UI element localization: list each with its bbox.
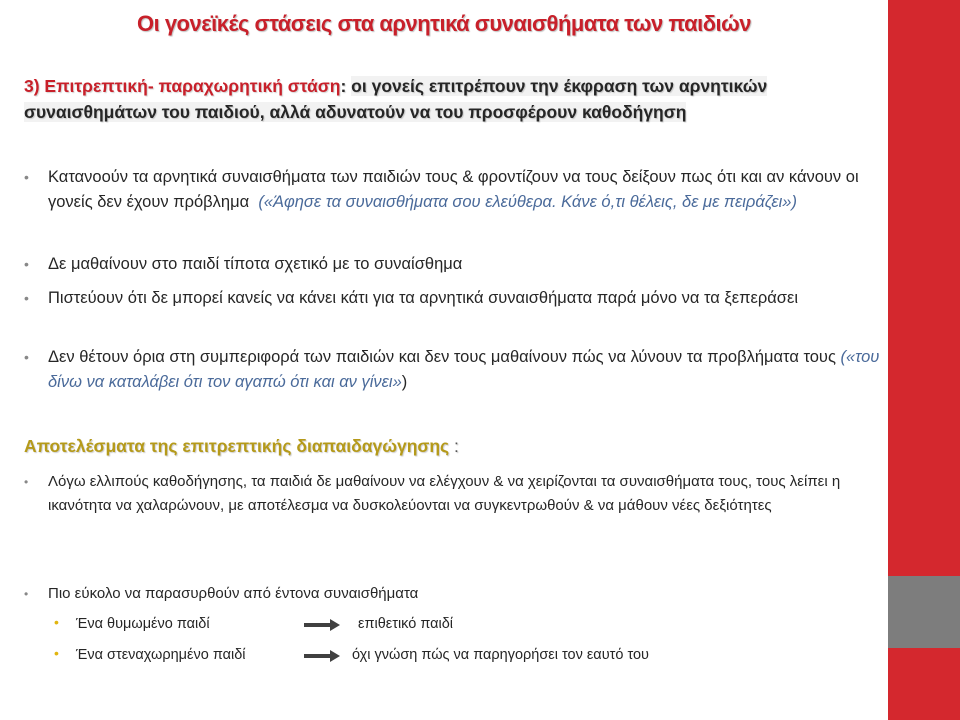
slide-title: Οι γονεϊκές στάσεις στα αρνητικά συναισθήματα των παιδιών <box>136 11 751 36</box>
bullet-item <box>24 286 888 336</box>
sub-bullet-dot-icon: • <box>54 614 59 630</box>
bullet-dot-icon: • <box>24 169 29 185</box>
sub-item-right: επιθετικό παιδί <box>358 616 454 632</box>
bullet-dot-icon: • <box>24 475 29 489</box>
bullet-text: Δε μαθαίνουν στο παιδί τίποτα σχετικό με το συναίσθημα <box>48 255 463 273</box>
bullet-item <box>24 252 888 277</box>
bullet-dot-icon: • <box>24 587 29 601</box>
heading-colon: : <box>340 76 347 96</box>
sidebar-gray-band <box>888 576 960 648</box>
sub-item-left: Ένα θυμωμένο παιδί <box>76 616 210 632</box>
results-bullet-item <box>24 470 888 542</box>
sub-bullet-dot-icon: • <box>54 645 59 661</box>
bullet-text: Πιστεύουν ότι δε μπορεί κανείς να κάνει κάτι για τα αρνητικά συναισθήματα παρά μόνο να τα ξεπεράσει <box>48 289 799 307</box>
sub-item-right: όχι γνώση πώς να παρηγορήσει τον εαυτό του <box>352 647 649 663</box>
bullet-dot-icon: • <box>24 256 29 272</box>
results-bullet-text: Πιο εύκολο να παρασυρθούν από έντονα συναισθήματα <box>48 585 419 602</box>
arrow-right-icon <box>304 650 340 662</box>
section-heading <box>24 73 824 125</box>
heading-label: 3) Επιτρεπτική- παραχωρητική στάση <box>24 76 341 96</box>
sub-item <box>54 645 874 665</box>
arrow-right-icon <box>304 619 340 631</box>
bullet-item <box>24 165 888 240</box>
results-heading-colon: : <box>454 436 459 456</box>
results-heading <box>24 433 724 459</box>
bullet-quote: («Άφησε τα συναισθήματα σου ελεύθερα. Κάνε ό,τι θέλεις, δε με πειράζει») <box>258 193 797 211</box>
bullet-text: Δεν θέτουν όρια στη συμπεριφορά των παιδιών και δεν τους μαθαίνουν πώς να λύνουν τα προβλήματα τους <box>48 348 836 366</box>
bullet-text: Κατανοούν τα αρνητικά συναισθήματα των παιδιών τους & φροντίζουν να τους δείξουν πως ότι και αν κάνουν οι γονείς δεν έχουν πρόβλημα <box>48 168 859 211</box>
bullet-dot-icon: • <box>24 349 29 365</box>
results-bullet-text: Λόγω ελλιπούς καθοδήγησης, τα παιδιά δε μαθαίνουν να ελέγχουν & να χειρίζονται τα συναισθήματα τους, τους λείπει η ικανότητα να χαλαρώνουν, με αποτέλεσμα να δυσκολεύονται να συγκεντρωθούν & να μάθουν νέες δεξιότητες <box>48 473 841 514</box>
bullet-item <box>24 345 888 395</box>
bullet-quote-tail: ) <box>401 373 408 391</box>
bullet-quote: («του δίνω να καταλάβει ότι τον αγαπώ ότι και αν γίνει» <box>48 348 880 391</box>
bullet-dot-icon: • <box>24 290 29 306</box>
heading-text: οι γονείς επιτρέπουν την έκφραση των αρνητικών συναισθημάτων του παιδιού, αλλά αδυνατούν να του προσφέρουν καθοδήγηση <box>24 76 768 122</box>
sub-item <box>54 614 874 634</box>
results-bullet-item <box>24 582 888 606</box>
results-heading-text: Αποτελέσματα της επιτρεπτικής διαπαιδαγώγησης <box>24 436 450 456</box>
sub-item-left: Ένα στεναχωρημένο παιδί <box>76 647 246 663</box>
decorative-sidebar <box>888 0 960 720</box>
